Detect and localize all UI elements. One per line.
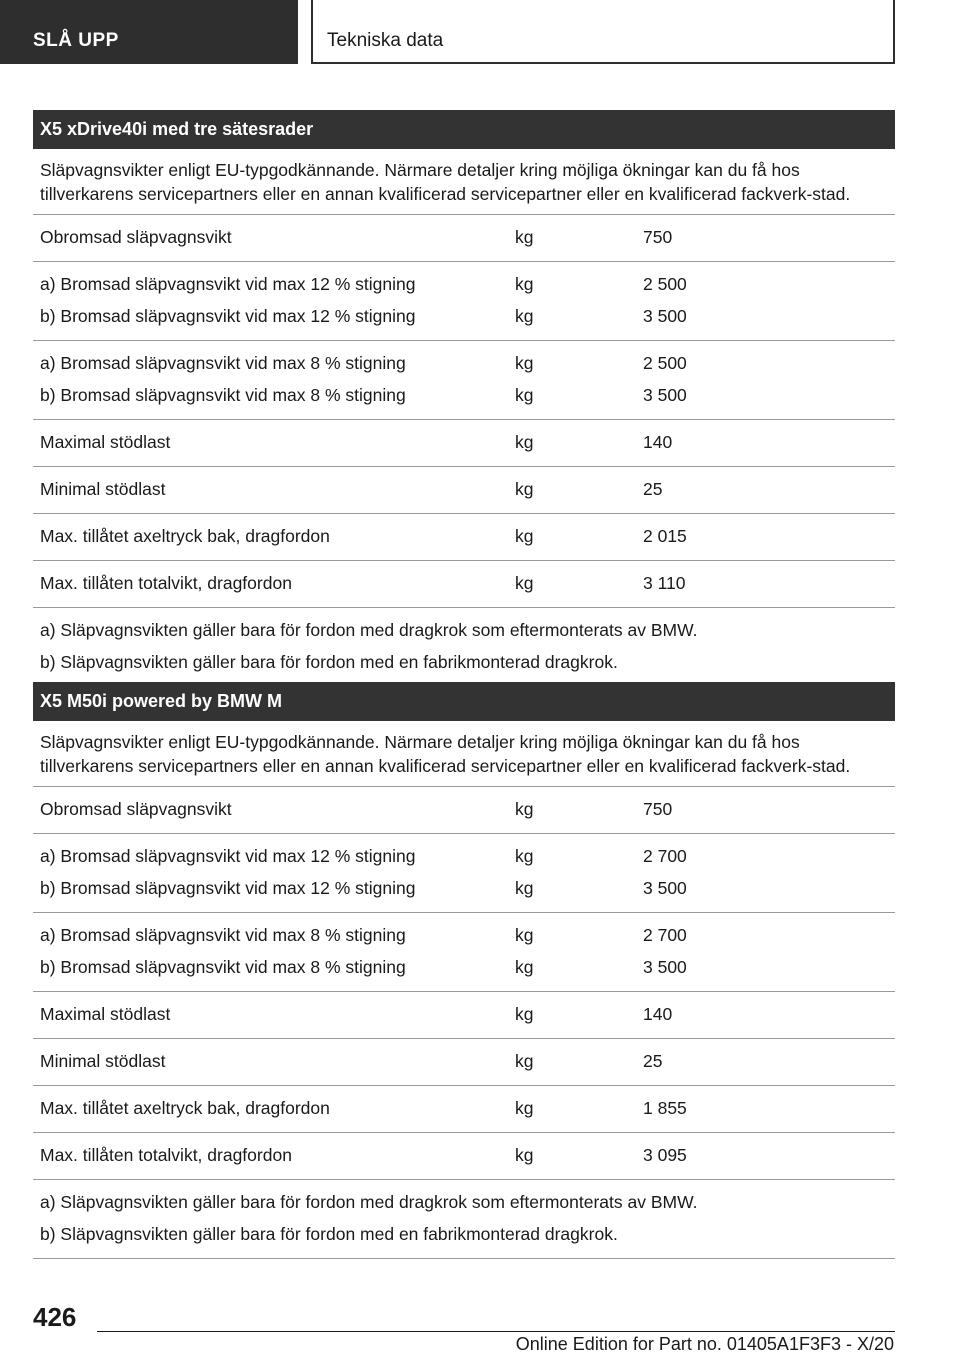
- spec-unit: kg: [515, 1145, 534, 1165]
- spec-unit: kg: [515, 878, 534, 898]
- spec-label: a) Bromsad släpvagnsvikt vid max 12 % stigning: [40, 274, 416, 294]
- spec-label: Minimal stödlast: [40, 479, 166, 499]
- spec-value: 2 015: [643, 526, 687, 546]
- spec-unit: kg: [515, 573, 534, 593]
- spec-label: Max. tillåtet axeltryck bak, dragfordon: [40, 526, 330, 546]
- spec-unit: kg: [515, 1004, 534, 1024]
- spec-table: [33, 215, 895, 687]
- edition-note: Online Edition for Part no. 01405A1F3F3 - X/20: [515, 1334, 894, 1354]
- section-intro: Släpvagnsvikter enligt EU-typgodkännande. Närmare detaljer kring möjliga ökningar kan du få hos tillverkarens servicepartners eller en annan kvalificerad servicepartner eller en kvalificerad fackverk-stad.: [33, 721, 895, 787]
- spec-unit: kg: [515, 799, 534, 819]
- table-row: [33, 514, 895, 561]
- spec-label: b) Bromsad släpvagnsvikt vid max 8 % stigning: [40, 957, 406, 977]
- table-row: [33, 1039, 895, 1086]
- section-x5-m50i: [33, 682, 895, 1259]
- spec-unit: kg: [515, 1051, 534, 1071]
- spec-value: 3 500: [643, 385, 687, 405]
- footer-rule: [97, 1331, 895, 1332]
- table-row: [33, 420, 895, 467]
- spec-unit: kg: [515, 353, 534, 373]
- chapter-title: SLÅ UPP: [33, 30, 119, 51]
- table-row: [33, 1133, 895, 1180]
- spec-label: a) Bromsad släpvagnsvikt vid max 8 % stigning: [40, 353, 406, 373]
- spec-label: b) Bromsad släpvagnsvikt vid max 12 % stigning: [40, 306, 416, 326]
- spec-value: 140: [643, 432, 673, 452]
- footnote: a) Släpvagnsvikten gäller bara för fordon med dragkrok som eftermonterats av BMW.: [40, 1192, 698, 1212]
- table-row: [33, 834, 895, 913]
- spec-label: Maximal stödlast: [40, 432, 171, 452]
- spec-label: b) Bromsad släpvagnsvikt vid max 12 % stigning: [40, 878, 416, 898]
- spec-value: 750: [643, 227, 673, 247]
- spec-value: 3 500: [643, 306, 687, 326]
- spec-label: Maximal stödlast: [40, 1004, 171, 1024]
- spec-unit: kg: [515, 526, 534, 546]
- footnote: b) Släpvagnsvikten gäller bara för fordon med en fabrikmonterad dragkrok.: [40, 1224, 618, 1244]
- spec-value: 750: [643, 799, 673, 819]
- footnotes: [33, 608, 895, 687]
- table-row: [33, 913, 895, 992]
- spec-value: 3 095: [643, 1145, 687, 1165]
- table-row: [33, 992, 895, 1039]
- spec-unit: kg: [515, 306, 534, 326]
- spec-label: a) Bromsad släpvagnsvikt vid max 12 % stigning: [40, 846, 416, 866]
- spec-unit: kg: [515, 846, 534, 866]
- section-heading: X5 xDrive40i med tre sätesrader: [33, 110, 895, 149]
- section-intro: Släpvagnsvikter enligt EU-typgodkännande. Närmare detaljer kring möjliga ökningar kan du få hos tillverkarens servicepartners eller en annan kvalificerad servicepartner eller en kvalificerad fackverk-stad.: [33, 149, 895, 215]
- table-row: [33, 262, 895, 341]
- spec-label: Obromsad släpvagnsvikt: [40, 799, 232, 819]
- page-number: 426: [33, 1302, 77, 1332]
- spec-value: 25: [643, 479, 663, 499]
- spec-value: 3 500: [643, 957, 687, 977]
- spec-label: a) Bromsad släpvagnsvikt vid max 8 % stigning: [40, 925, 406, 945]
- spec-table: [33, 787, 895, 1259]
- spec-label: Max. tillåten totalvikt, dragfordon: [40, 1145, 292, 1165]
- table-row: [33, 341, 895, 420]
- spec-unit: kg: [515, 957, 534, 977]
- spec-value: 1 855: [643, 1098, 687, 1118]
- spec-unit: kg: [515, 432, 534, 452]
- spec-value: 2 500: [643, 353, 687, 373]
- spec-value: 3 500: [643, 878, 687, 898]
- spec-value: 2 500: [643, 274, 687, 294]
- footnote: a) Släpvagnsvikten gäller bara för fordon med dragkrok som eftermonterats av BMW.: [40, 620, 698, 640]
- table-row: [33, 215, 895, 262]
- section-header: [311, 0, 895, 64]
- section-title: Tekniska data: [327, 30, 444, 51]
- spec-unit: kg: [515, 479, 534, 499]
- spec-label: Obromsad släpvagnsvikt: [40, 227, 232, 247]
- spec-label: b) Bromsad släpvagnsvikt vid max 8 % stigning: [40, 385, 406, 405]
- spec-value: 140: [643, 1004, 673, 1024]
- spec-unit: kg: [515, 227, 534, 247]
- table-row: [33, 467, 895, 514]
- table-row: [33, 561, 895, 608]
- spec-unit: kg: [515, 1098, 534, 1118]
- chapter-tab: [0, 0, 298, 64]
- spec-label: Minimal stödlast: [40, 1051, 166, 1071]
- spec-unit: kg: [515, 925, 534, 945]
- section-x5-xdrive40i: [33, 110, 895, 687]
- spec-value: 2 700: [643, 925, 687, 945]
- table-row: [33, 1086, 895, 1133]
- spec-value: 25: [643, 1051, 663, 1071]
- spec-value: 3 110: [643, 573, 686, 593]
- table-row: [33, 787, 895, 834]
- spec-unit: kg: [515, 385, 534, 405]
- spec-label: Max. tillåtet axeltryck bak, dragfordon: [40, 1098, 330, 1118]
- footnote: b) Släpvagnsvikten gäller bara för fordon med en fabrikmonterad dragkrok.: [40, 652, 618, 672]
- spec-value: 2 700: [643, 846, 687, 866]
- footnotes: [33, 1180, 895, 1259]
- section-heading: X5 M50i powered by BMW M: [33, 682, 895, 721]
- spec-label: Max. tillåten totalvikt, dragfordon: [40, 573, 292, 593]
- spec-unit: kg: [515, 274, 534, 294]
